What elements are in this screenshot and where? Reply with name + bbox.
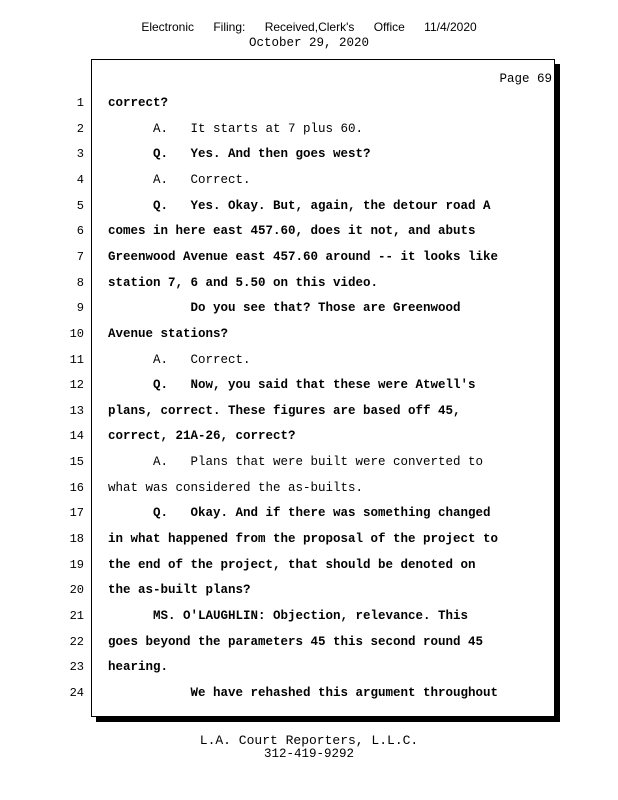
filing-stamp: [0, 20, 618, 34]
transcript-line: Q. Okay. And if there was something changed: [108, 506, 491, 521]
transcript-line: correct?: [108, 96, 169, 110]
filing-word-filing: Filing:: [213, 20, 246, 34]
transcript-line: in what happened from the proposal of the project to: [108, 532, 499, 547]
transcript-line: We have rehashed this argument throughout: [108, 685, 499, 700]
transcript-line: the as-built plans?: [108, 583, 251, 598]
line-number: 1: [76, 96, 84, 110]
transcript-line: A. Correct.: [108, 352, 251, 367]
line-number: 21: [69, 609, 84, 623]
line-number: 24: [69, 685, 84, 700]
transcript-line: Avenue stations?: [108, 326, 229, 341]
line-number: 22: [69, 634, 84, 649]
line-number: 18: [69, 532, 84, 547]
reporter-name: L.A. Court Reporters, L.L.C.: [199, 733, 419, 748]
reporter-phone: 312-419-9292: [263, 747, 354, 761]
line-number: 3: [76, 147, 84, 162]
line-number: 11: [69, 352, 84, 367]
transcript-line: A. Plans that were built were converted to: [108, 455, 484, 470]
line-number: 6: [76, 224, 84, 239]
line-number: 20: [69, 583, 84, 598]
transcript-line: hearing.: [108, 660, 169, 675]
transcript-line: Q. Yes. Okay. But, again, the detour road A: [108, 198, 491, 213]
transcript-line: the end of the project, that should be denoted on: [108, 557, 476, 572]
line-number: 12: [69, 378, 84, 393]
line-number: 15: [69, 455, 84, 470]
transcript-line: what was considered the as-builts.: [108, 480, 364, 495]
filing-word-office: Office: [373, 20, 405, 34]
transcript-line: comes in here east 457.60, does it not, and abuts: [108, 224, 476, 239]
line-number: 5: [76, 198, 84, 213]
filing-word-received: Received,Clerk's: [264, 20, 355, 34]
transcript-date: October 29, 2020: [248, 36, 370, 50]
line-number: 14: [69, 429, 84, 444]
transcript-line: Do you see that? Those are Greenwood: [108, 301, 461, 316]
page-number: Page 69: [499, 72, 552, 86]
line-number: 16: [69, 480, 84, 495]
line-number: 4: [76, 172, 84, 187]
transcript-line: plans, correct. These figures are based off 45,: [108, 403, 461, 418]
line-number: 13: [69, 403, 84, 418]
filing-date: 11/4/2020: [424, 20, 477, 34]
line-number: 9: [76, 301, 84, 316]
line-number: 19: [69, 557, 84, 572]
transcript-line: station 7, 6 and 5.50 on this video.: [108, 275, 379, 290]
transcript-line: correct, 21A-26, correct?: [108, 429, 296, 444]
line-number: 8: [76, 275, 84, 290]
line-number: 2: [76, 121, 84, 136]
line-number: 7: [76, 249, 84, 264]
transcript-line: A. It starts at 7 plus 60.: [108, 121, 364, 136]
line-number: 17: [69, 506, 84, 521]
transcript-line: goes beyond the parameters 45 this second round 45: [108, 634, 484, 649]
line-number: 10: [69, 326, 84, 341]
transcript-line: Q. Now, you said that these were Atwell's: [108, 378, 476, 393]
filing-word-electronic: Electronic: [141, 20, 194, 34]
transcript-line: Q. Yes. And then goes west?: [108, 147, 371, 162]
transcript-line: A. Correct.: [108, 172, 251, 187]
transcript-line: Greenwood Avenue east 457.60 around -- it looks like: [108, 249, 499, 264]
line-number: 23: [69, 660, 84, 675]
transcript-line: MS. O'LAUGHLIN: Objection, relevance. This: [108, 609, 469, 623]
